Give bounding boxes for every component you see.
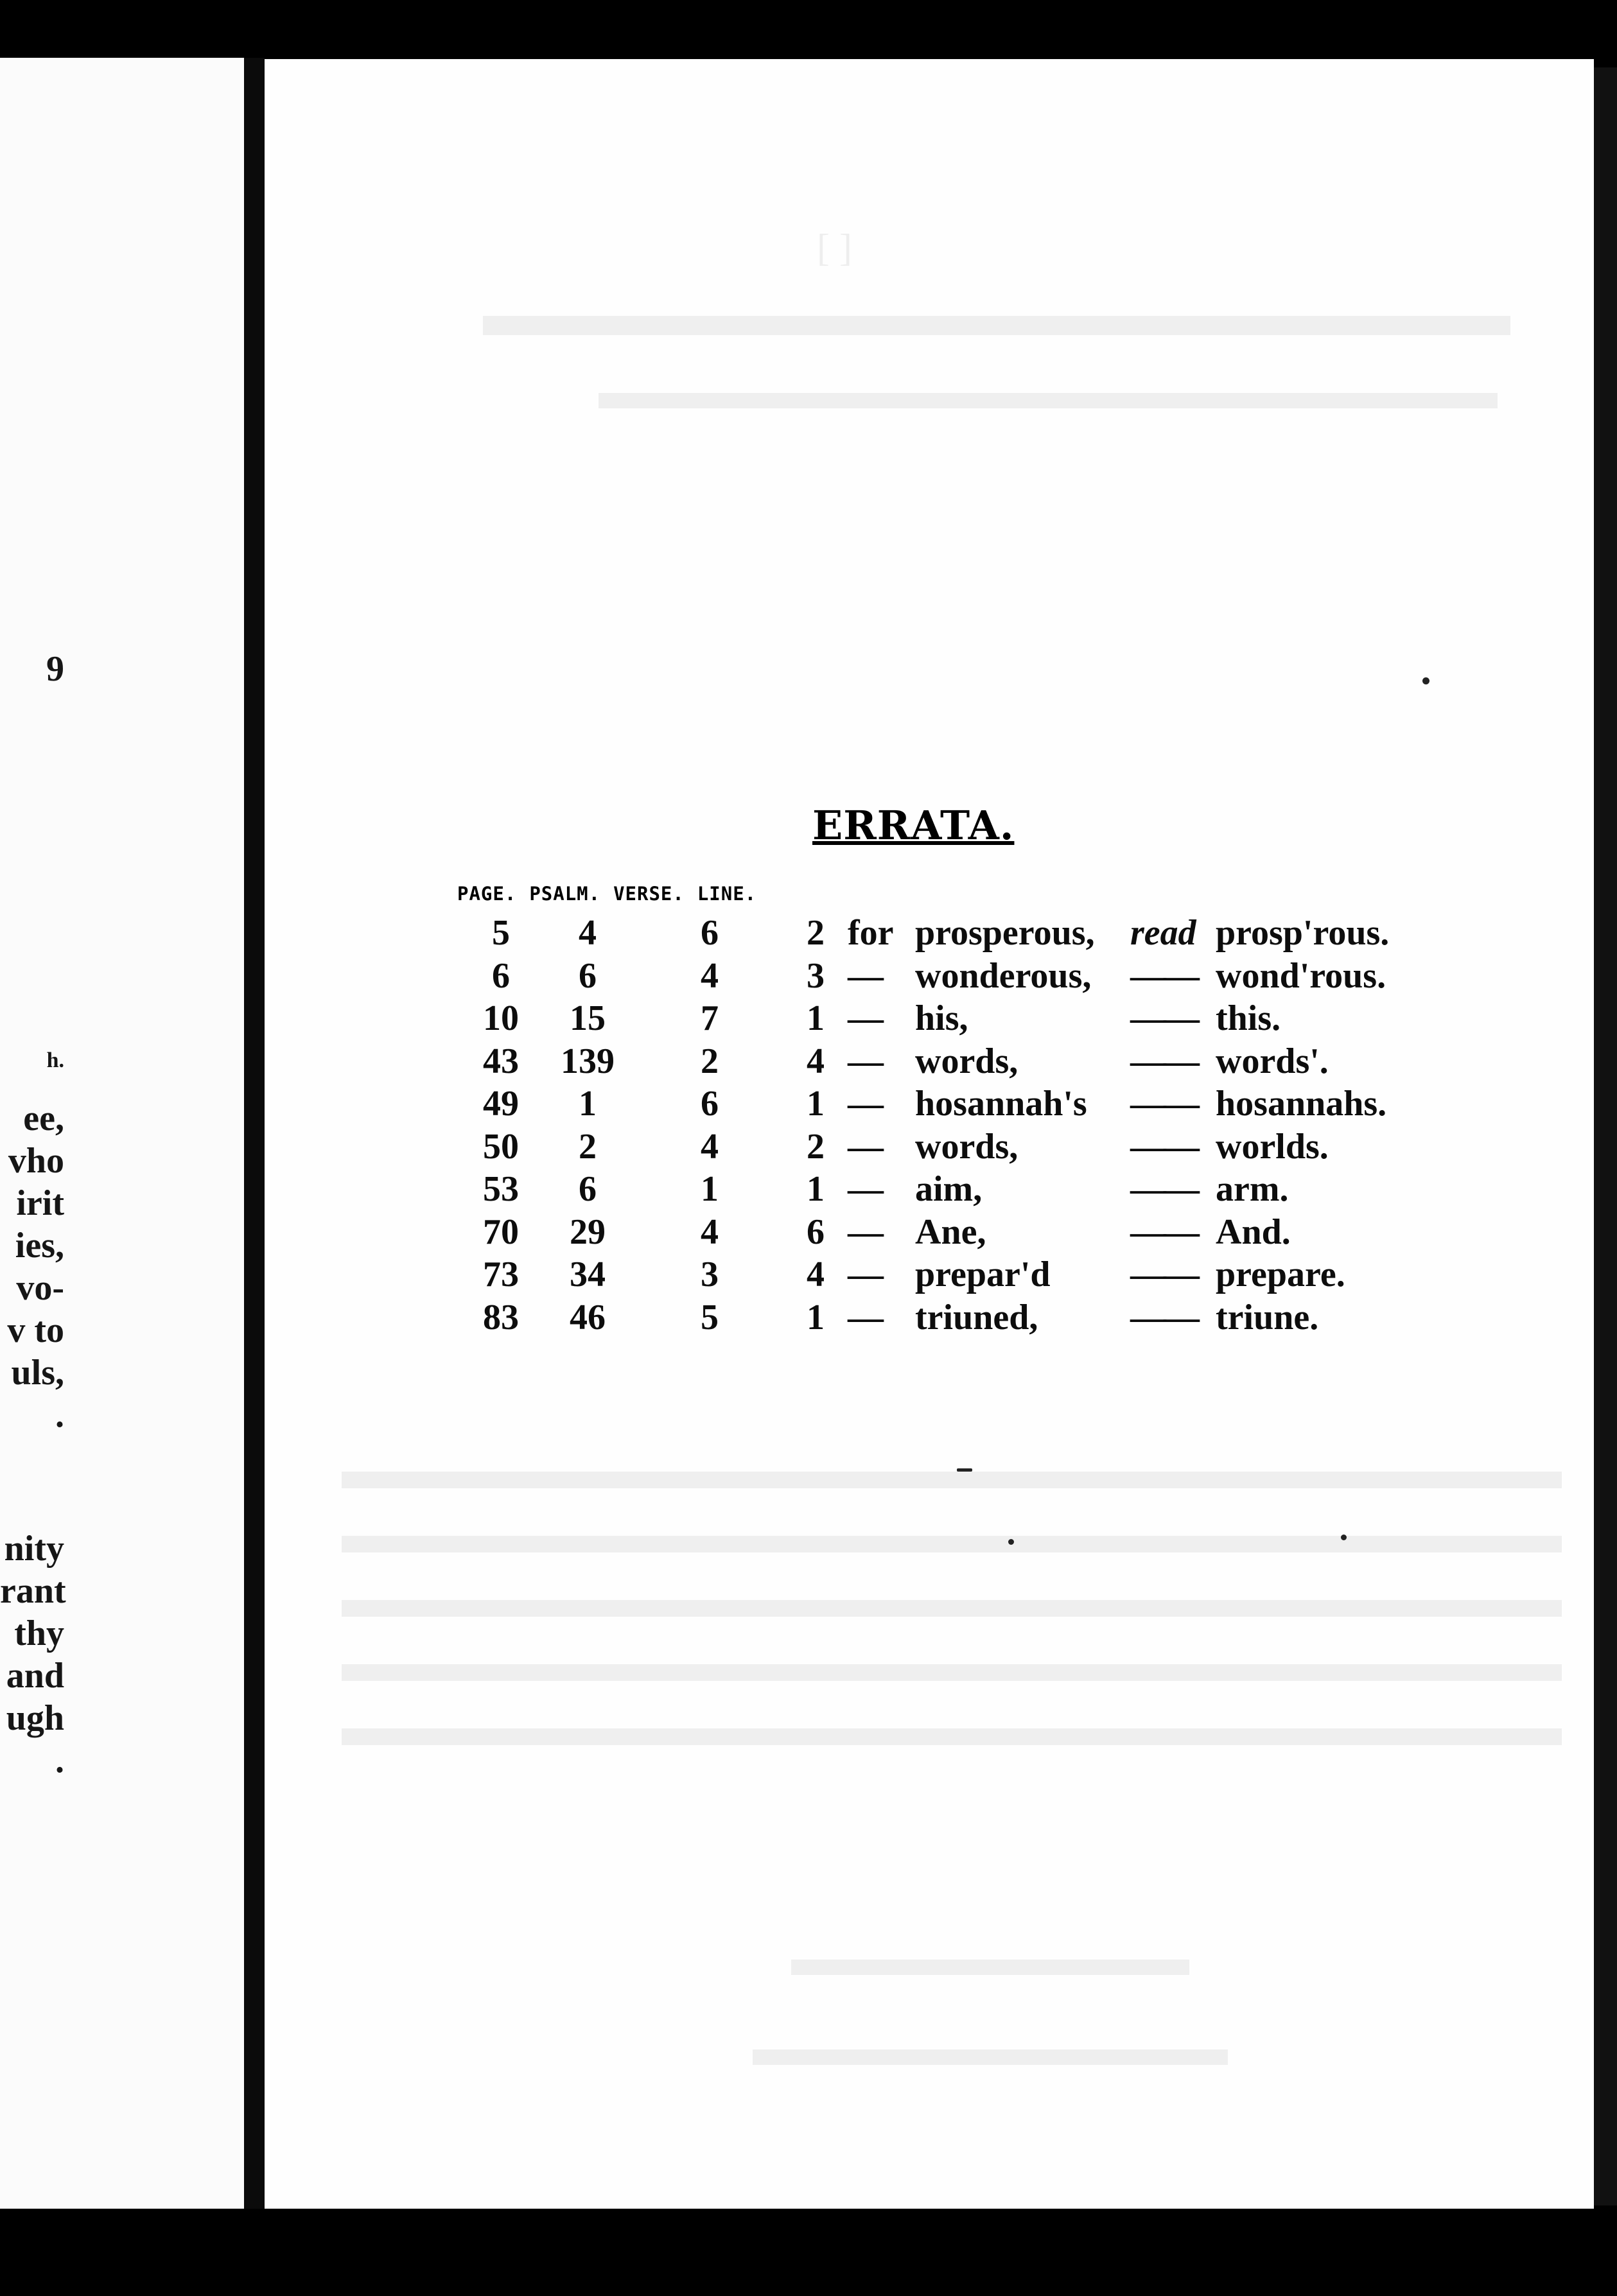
verse-number: 6 [701,1084,719,1124]
left-fragment-text: h. [46,1048,64,1072]
correct-text: And. [1216,1212,1291,1252]
correct-text: arm. [1216,1169,1289,1209]
errata-row [0,1040,1349,1083]
show-through-line [342,1472,1562,1488]
show-through-line [342,1536,1562,1552]
psalm-number: 1 [579,1084,597,1124]
read-word: —— [1130,1041,1197,1081]
lead-word: — [848,955,881,996]
errata-row [0,1168,1349,1210]
incorrect-text: words, [915,1041,1018,1081]
read-word: —— [1130,955,1197,996]
read-word: —— [1130,1169,1197,1209]
read-word: —— [1130,1126,1197,1167]
incorrect-text: wonderous, [915,955,1092,996]
read-word: —— [1130,1297,1197,1337]
lead-word: — [848,1212,881,1252]
show-through-line [483,316,1510,335]
left-fragment-text: thy [14,1613,64,1653]
lead-word: for [848,913,894,953]
incorrect-text: words, [915,1126,1018,1167]
line-number: 3 [807,955,825,996]
read-word: —— [1130,1255,1197,1294]
left-fragment-text: rant [0,1571,66,1611]
errata-title: ERRATA. [812,802,1015,849]
correct-text: prosp'rous. [1216,913,1390,953]
scan-border [0,2209,1617,2296]
left-fragment-text: . [55,1741,64,1780]
left-fragment-text: and [6,1656,64,1696]
page-number: 83 [483,1297,519,1337]
psalm-number: 2 [579,1126,597,1167]
page-number: 53 [483,1169,519,1209]
verse-number: 6 [701,913,719,953]
incorrect-text: Ane, [915,1212,986,1252]
lead-word: — [848,1041,881,1081]
verse-number: 2 [701,1041,719,1081]
left-fragment-text: vho [8,1141,64,1181]
line-number: 1 [807,998,825,1038]
show-through-line [753,2049,1228,2065]
read-word: read [1130,913,1196,953]
left-fragment-text: . [55,1395,64,1435]
left-fragment-text: ugh [6,1698,64,1738]
psalm-number: 15 [570,998,606,1038]
left-fragment-text: ies, [15,1226,64,1265]
lead-word: — [848,1084,881,1124]
show-through-text: [ ] [817,227,852,269]
verse-number: 4 [701,1212,719,1252]
page-number: 6 [492,955,510,996]
read-word: —— [1130,1084,1197,1124]
lead-word: — [848,1126,881,1167]
header-psalm: PSALM. [529,883,601,905]
page-number: 73 [483,1255,519,1294]
line-number: 1 [807,1297,825,1337]
line-number: 2 [807,913,825,953]
verse-number: 3 [701,1255,719,1294]
line-number: 1 [807,1084,825,1124]
line-number: 1 [807,1169,825,1209]
left-fragment-text: 9 [46,649,64,689]
errata-row [0,1083,1387,1125]
psalm-number: 34 [570,1255,606,1294]
verse-number: 1 [701,1169,719,1209]
correct-text: words'. [1216,1041,1329,1081]
correct-text: this. [1216,998,1281,1038]
left-fragment-text: irit [16,1183,64,1223]
page-number: 43 [483,1041,519,1081]
lead-word: — [848,1255,881,1294]
page-number: 70 [483,1212,519,1252]
correct-text: triune. [1216,1297,1319,1337]
psalm-number: 6 [579,955,597,996]
show-through-line [599,393,1498,408]
lead-word: — [848,1169,881,1209]
correct-text: prepare. [1216,1255,1345,1294]
header-line: LINE. [697,883,757,905]
incorrect-text: his, [915,998,968,1038]
page-edge-shadow [1594,67,1617,2205]
psalm-number: 46 [570,1297,606,1337]
verse-number: 4 [701,1126,719,1167]
ink-speck [957,1468,972,1472]
ink-speck [1008,1539,1014,1545]
left-fragment-text: uls, [11,1353,64,1393]
correct-text: hosannahs. [1216,1084,1387,1124]
errata-row [0,1211,1349,1253]
correct-text: wond'rous. [1216,955,1386,996]
incorrect-text: aim, [915,1169,983,1209]
incorrect-text: prosperous, [915,913,1095,953]
show-through-line [342,1728,1562,1745]
line-number: 4 [807,1255,825,1294]
psalm-number: 6 [579,1169,597,1209]
page-number: 10 [483,998,519,1038]
left-fragment-text: v to [7,1310,64,1350]
line-number: 6 [807,1212,825,1252]
page-number: 5 [492,913,510,953]
show-through-line [342,1664,1562,1681]
correct-text: worlds. [1216,1126,1329,1167]
lead-word: — [848,998,881,1038]
left-fragment-text: ee, [23,1099,64,1138]
column-headers [457,883,769,909]
errata-row [0,955,1386,997]
left-fragment-text: vo- [16,1268,64,1308]
line-number: 4 [807,1041,825,1081]
page-number: 50 [483,1126,519,1167]
line-number: 2 [807,1126,825,1167]
incorrect-text: hosannah's [915,1084,1087,1124]
errata-row [0,1296,1349,1339]
verse-number: 5 [701,1297,719,1337]
psalm-number: 29 [570,1212,606,1252]
read-word: —— [1130,998,1197,1038]
ink-speck [1341,1535,1347,1540]
ink-speck [1422,677,1429,684]
errata-row [0,997,1349,1039]
page-number: 49 [483,1084,519,1124]
show-through-line [791,1960,1189,1975]
header-verse: VERSE. [613,883,685,905]
errata-row [0,1253,1349,1296]
verse-number: 7 [701,998,719,1038]
incorrect-text: triuned, [915,1297,1038,1337]
verse-number: 4 [701,955,719,996]
errata-row [0,912,1390,954]
left-fragment-text: nity [4,1529,64,1569]
lead-word: — [848,1297,881,1337]
header-page: PAGE. [457,883,517,905]
errata-row [0,1126,1349,1168]
psalm-number: 4 [579,913,597,953]
psalm-number: 139 [561,1041,615,1081]
incorrect-text: prepar'd [915,1255,1051,1294]
show-through-line [342,1600,1562,1617]
read-word: —— [1130,1212,1197,1252]
